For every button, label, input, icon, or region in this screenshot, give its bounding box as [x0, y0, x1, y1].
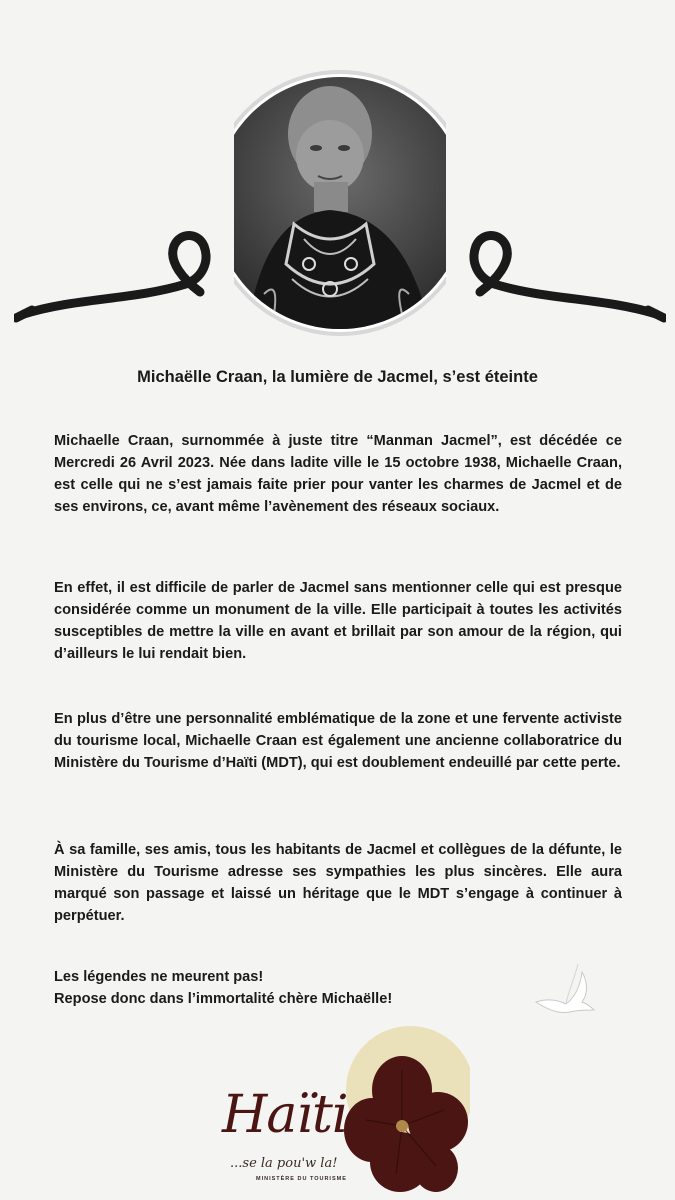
logo-tagline: ...se la pou'w la!	[230, 1156, 338, 1171]
hibiscus-flower-icon	[340, 1050, 470, 1200]
page-title: Michaëlle Craan, la lumière de Jacmel, s’est éteinte	[137, 368, 538, 386]
paragraph-3: En plus d’être une personnalité emblématique de la zone et une fervente activiste du tourisme local, Michaelle Craan est également une ancienne collaboratrice du Ministère du Tourisme d’Haïti (MDT), qui est doublement endeuillé par cette perte.	[54, 711, 622, 771]
ministry-logo	[200, 1020, 470, 1200]
mourning-ribbon-left-icon	[14, 222, 214, 332]
mourning-ribbon-right-icon	[466, 222, 666, 332]
dove-icon	[530, 958, 600, 1022]
logo-wordmark: Haïti	[222, 1085, 348, 1145]
portrait-photo	[234, 64, 446, 342]
logo-ministry-label: MINISTÈRE DU TOURISME	[256, 1176, 347, 1182]
paragraph-2: En effet, il est difficile de parler de Jacmel sans mentionner celle qui est presque considérée comme un monument de la ville. Elle participait à toutes les activités susceptibles de mettre la ville en avant et brillait par son amour de la région, qui d’ailleurs le lui rendait bien.	[54, 580, 622, 662]
closing-line-1: Les légendes ne meurent pas!	[54, 969, 264, 985]
closing-line-2: Repose donc dans l’immortalité chère Michaëlle!	[54, 991, 393, 1007]
portrait-frame	[234, 64, 446, 342]
paragraph-4: À sa famille, ses amis, tous les habitants de Jacmel et collègues de la défunte, le Ministère du Tourisme adresse ses sympathies les plus sincères. Elle aura marqué son passage et laissé un héritage que le MDT s’engage à continuer à perpétuer.	[54, 842, 622, 924]
closing-text	[54, 966, 554, 1010]
paragraph-1: Michaelle Craan, surnommée à juste titre “Manman Jacmel”, est décédée ce Mercredi 26 Avril 2023. Née dans ladite ville le 15 octobre 1938, Michaelle Craan, est celle qui ne s’est jamais faite prier pour vanter les charmes de Jacmel et de ses environs, ce, avant même l’avènement des réseaux sociaux.	[54, 433, 622, 515]
